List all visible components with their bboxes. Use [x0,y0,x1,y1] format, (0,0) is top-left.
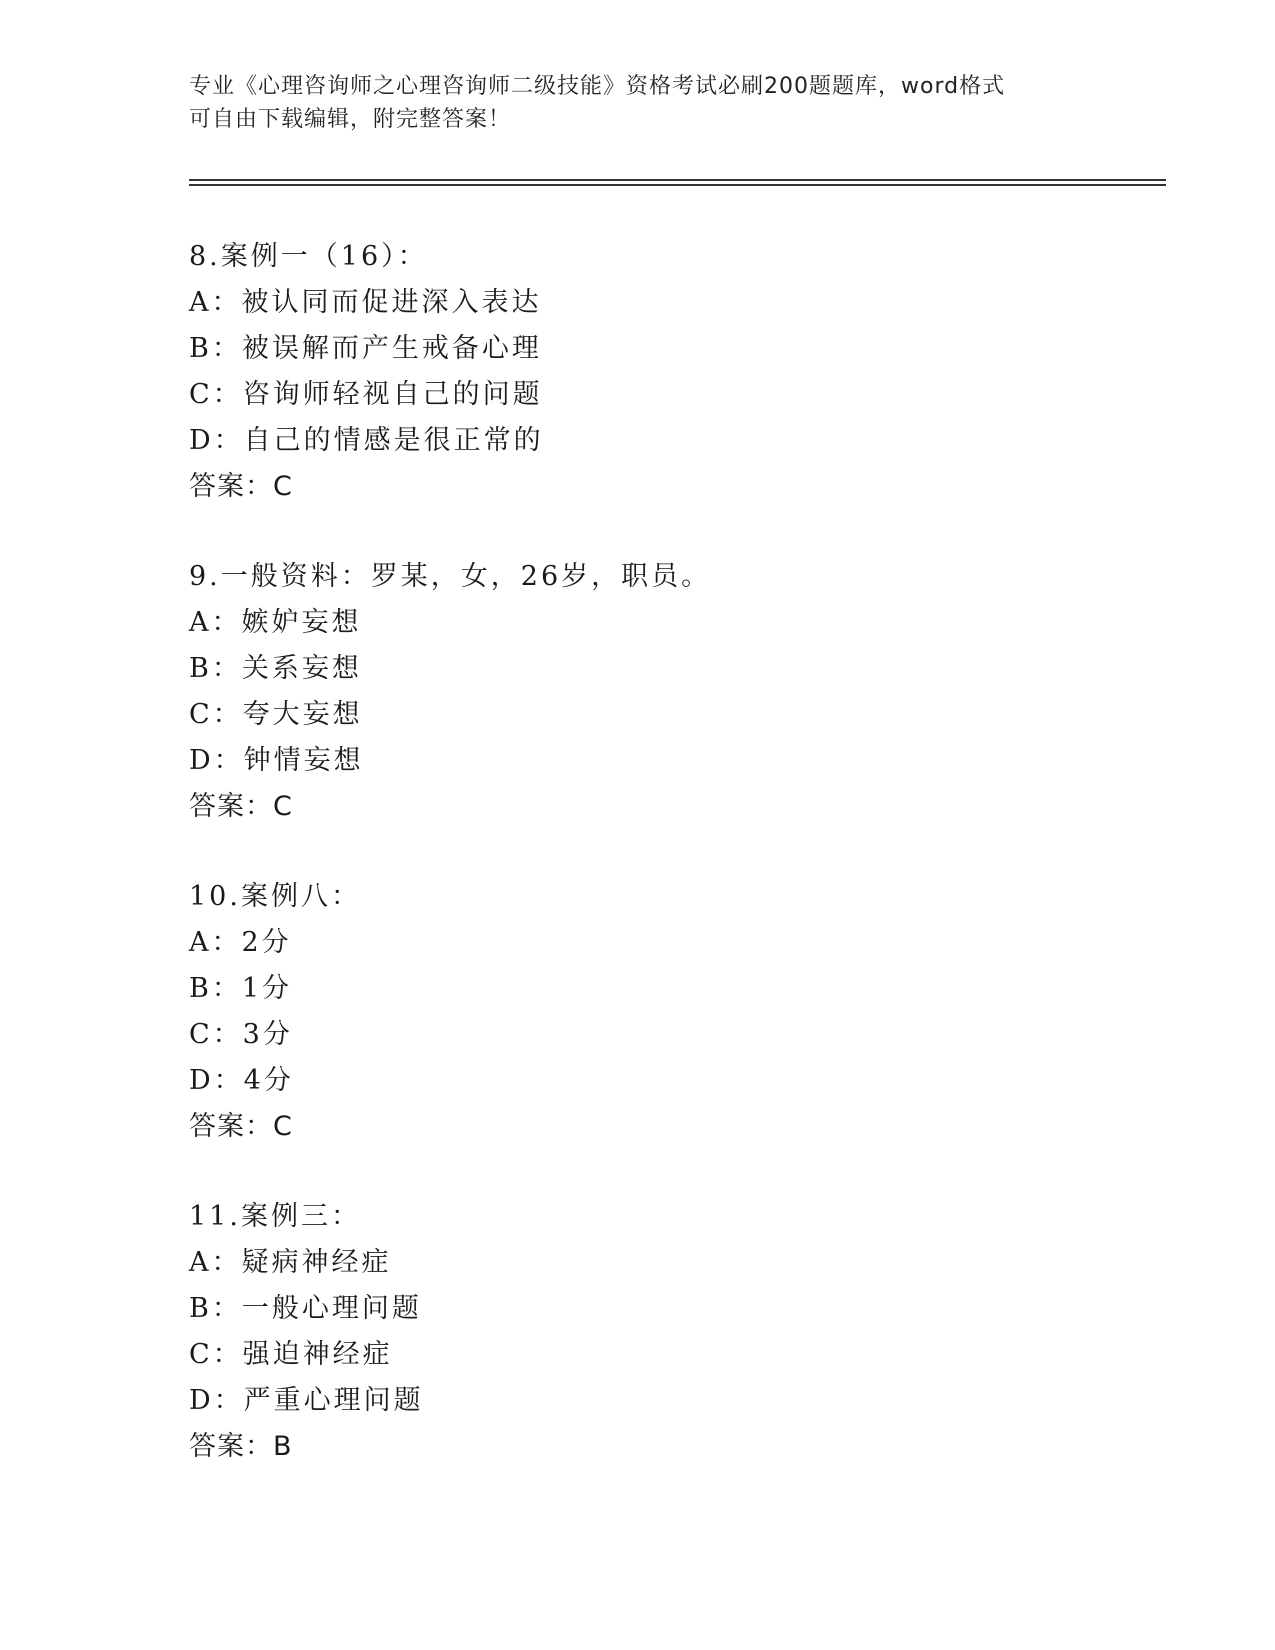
answer: 答案：C [189,471,293,502]
header-line-2: 可自由下载编辑，附完整答案！ [189,107,512,132]
question-stem: 8.案例一（16）： [189,241,428,272]
option-d: D：4分 [189,1065,294,1096]
option-d: D：钟情妄想 [189,745,364,776]
header-line-1: 专业《心理咨询师之心理咨询师二级技能》资格考试必刷200题题库，word格式 [189,74,1006,99]
option-b: B：被误解而产生戒备心理 [189,333,542,364]
option-a: A：嫉妒妄想 [189,607,362,638]
option-a: A：2分 [189,927,292,958]
option-a: A：疑病神经症 [189,1247,392,1278]
option-a: A：被认同而促进深入表达 [189,287,542,318]
option-c: C：咨询师轻视自己的问题 [189,379,543,410]
answer: 答案：B [189,1431,293,1462]
header-divider-bottom [189,184,1166,186]
question-block-8 [189,234,544,510]
option-b: B：一般心理问题 [189,1293,422,1324]
option-d: D：严重心理问题 [189,1385,424,1416]
option-c: C：强迫神经症 [189,1339,393,1370]
document-header [189,70,1089,136]
question-stem: 11.案例三： [189,1201,361,1232]
question-stem: 10.案例八： [189,881,361,912]
header-divider-top [189,179,1166,181]
option-b: B：关系妄想 [189,653,362,684]
option-c: C：夸大妄想 [189,699,363,730]
question-block-11 [189,1194,424,1470]
option-d: D：自己的情感是很正常的 [189,425,544,456]
option-b: B：1分 [189,973,293,1004]
question-block-10 [189,874,361,1150]
answer: 答案：C [189,791,293,822]
option-c: C：3分 [189,1019,293,1050]
question-stem: 9.一般资料：罗某，女，26岁，职员。 [189,561,712,592]
answer: 答案：C [189,1111,293,1142]
question-block-9 [189,554,711,830]
